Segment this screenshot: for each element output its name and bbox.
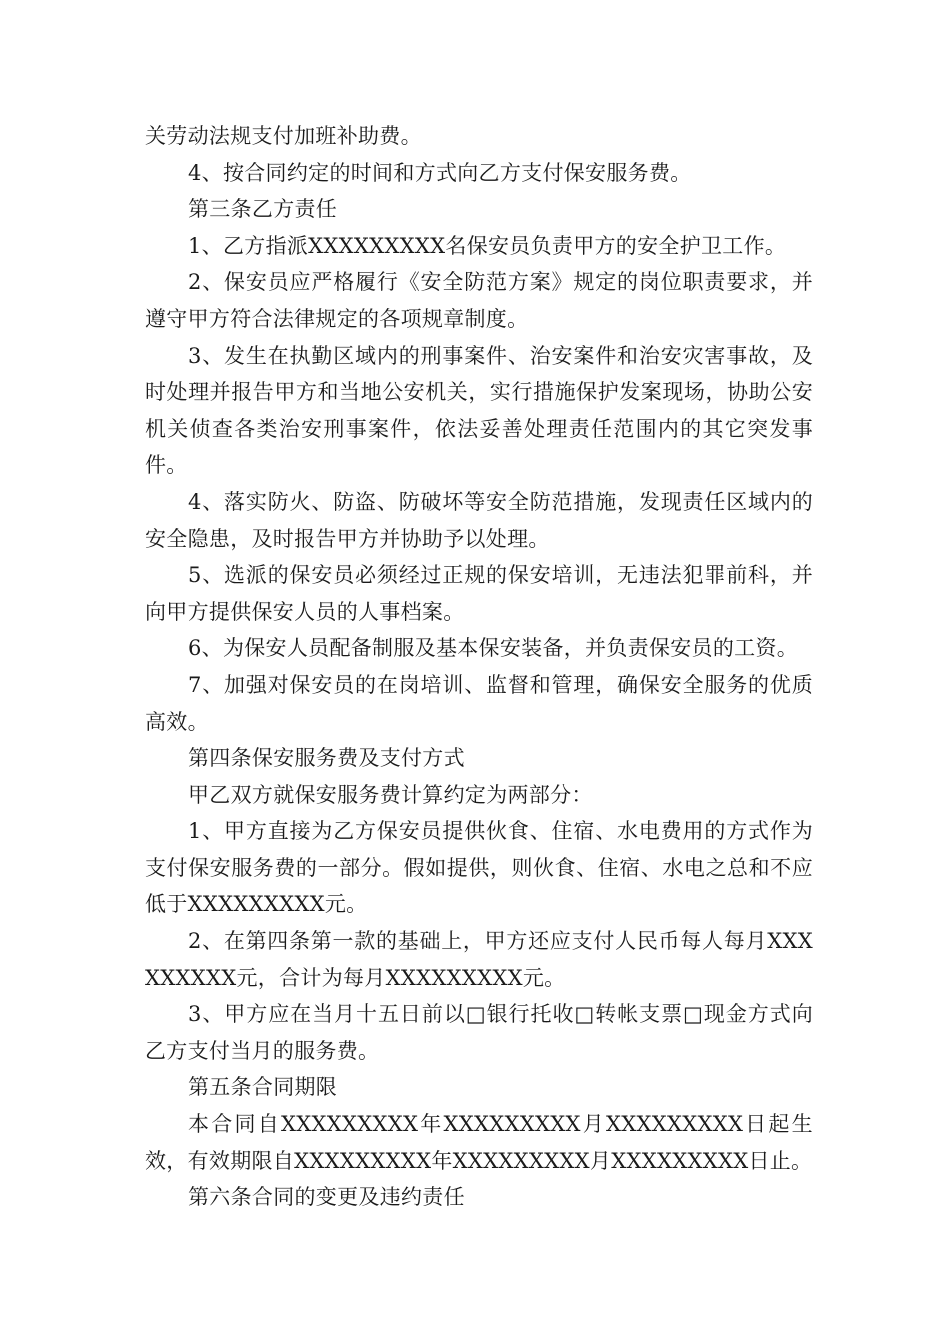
paragraph-clause-party-b-4: 4、落实防火、防盗、防破坏等安全防范措施，发现责任区域内的安全隐患，及时报告甲方并协助予以处理。 (145, 489, 813, 551)
paragraph-clause-party-b-5: 5、选派的保安员必须经过正规的保安培训，无违法犯罪前科，并向甲方提供保安人员的人事档案。 (145, 563, 813, 624)
paragraph-clause-party-b-3: 3、发生在执勤区域内的刑事案件、治安案件和治安灾害事故，及时处理并报告甲方和当地公安机关，实行措施保护发案现场，协助公安机关侦查各类治安刑事案件，依法妥善处理责任范围内的其它突发事件。 (145, 343, 813, 478)
paragraph-fee-3: 3、甲方应在当月十五日前以□银行托收□转帐支票□现金方式向乙方支付当月的服务费。 (145, 1002, 813, 1063)
heading-article-4: 第四条保安服务费及支付方式 (188, 746, 465, 771)
paragraph-continued-clause: 关劳动法规支付加班补助费。 (145, 124, 422, 148)
paragraph-fee-intro: 甲乙双方就保安服务费计算约定为两部分： (188, 782, 593, 807)
paragraph-clause-party-b-2: 2、保安员应严格履行《安全防范方案》规定的岗位职责要求，并遵守甲方符合法律规定的各项规章制度。 (145, 270, 813, 331)
document-body (145, 118, 813, 1216)
heading-article-5: 第五条合同期限 (188, 1075, 338, 1100)
paragraph-fee-1: 1、甲方直接为乙方保安员提供伙食、住宿、水电费用的方式作为支付保安服务费的一部分。假如提供，则伙食、住宿、水电之总和不应低于XXXXXXXXX元。 (145, 819, 813, 917)
paragraph-clause-party-b-1: 1、乙方指派XXXXXXXXX名保安员负责甲方的安全护卫工作。 (188, 233, 787, 258)
paragraph-clause-party-b-6: 6、为保安人员配备制服及基本保安装备，并负责保安员的工资。 (188, 636, 799, 661)
paragraph-term: 本合同自XXXXXXXXX年XXXXXXXXX月XXXXXXXXX日起生效，有效期限自XXXXXXXXX年XXXXXXXXX月XXXXXXXXX日止。 (145, 1112, 813, 1173)
paragraph-fee-2: 2、在第四条第一款的基础上，甲方还应支付人民币每人每月XXXXXXXXX元，合计为每月XXXXXXXXX元。 (145, 929, 813, 990)
heading-article-6: 第六条合同的变更及违约责任 (188, 1185, 465, 1210)
paragraph-clause-party-b-7: 7、加强对保安员的在岗培训、监督和管理，确保安全服务的优质高效。 (145, 672, 813, 734)
paragraph-clause-party-a-4: 4、按合同约定的时间和方式向乙方支付保安服务费。 (188, 160, 692, 185)
heading-article-3: 第三条乙方责任 (188, 197, 338, 222)
